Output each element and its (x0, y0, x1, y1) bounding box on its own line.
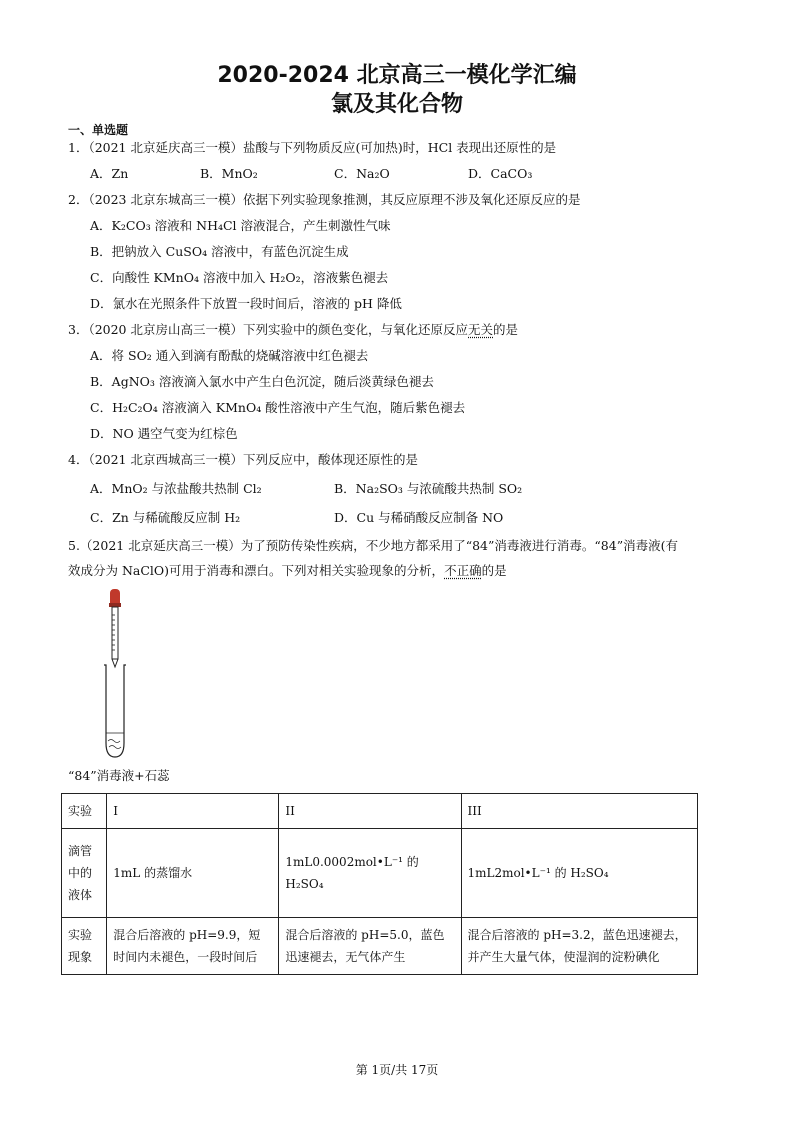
question-5-stem-line1: 5.（2021 北京延庆高三一模）为了预防传染性疾病，不少地方都采用了“84”消毒液进行消毒。“84”消毒液(有 (68, 538, 678, 553)
dropper-test-tube-figure (98, 585, 158, 765)
question-4-option-c: C．Zn 与稀硫酸反应制 H₂ (90, 510, 241, 525)
question-3-stem-end: 的是 (493, 322, 519, 337)
table-cell: 1mL0.0002mol•L⁻¹ 的 H₂SO₄ (279, 829, 461, 918)
table-row (62, 918, 698, 975)
question-4-option-d: D．Cu 与稀硝酸反应制备 NO (334, 510, 504, 525)
question-1-option-b: B．MnO₂ (200, 166, 258, 181)
document-title: 2020-2024 北京高三一模化学汇编 (217, 63, 577, 88)
question-3-stem (68, 322, 518, 338)
question-3-option-c: C．H₂C₂O₄ 溶液滴入 KMnO₄ 酸性溶液中产生气泡，随后紫色褪去 (90, 400, 466, 415)
question-1-option-c: C．Na₂O (334, 166, 390, 181)
section-heading: 一、单选题 (68, 123, 129, 137)
question-2-option-d: D．氯水在光照条件下放置一段时间后，溶液的 pH 降低 (90, 296, 402, 311)
table-header-row (62, 794, 698, 829)
table-cell: 混合后溶液的 pH=3.2，蓝色迅速褪去，并产生大量气体，使湿润的淀粉碘化 (461, 918, 698, 975)
test-tube (104, 665, 126, 757)
question-3-option-a: A．将 SO₂ 通入到滴有酚酞的烧碱溶液中红色褪去 (90, 348, 369, 363)
question-2-stem: 2．（2023 北京东城高三一模）依据下列实验现象推测，其反应原理不涉及氧化还原反应的是 (68, 192, 581, 207)
question-2-option-a: A．K₂CO₃ 溶液和 NH₄Cl 溶液混合，产生刺激性气味 (90, 218, 391, 233)
table-row (62, 829, 698, 918)
question-5-stem-end: 的是 (481, 563, 507, 578)
experiment-table (61, 793, 698, 975)
question-5-emphasis: 不正确 (444, 563, 482, 578)
question-5-stem-text: 效成分为 NaClO)可用于消毒和漂白。下列对相关实验现象的分析， (68, 563, 445, 578)
question-1-option-d: D．CaCO₃ (468, 166, 533, 181)
figure-caption: “84”消毒液+石蕊 (68, 768, 170, 783)
question-4-option-b: B．Na₂SO₃ 与浓硫酸共热制 SO₂ (334, 481, 523, 496)
question-2-option-c: C．向酸性 KMnO₄ 溶液中加入 H₂O₂，溶液紫色褪去 (90, 270, 389, 285)
table-cell: 混合后溶液的 pH=5.0，蓝色迅速褪去，无气体产生 (279, 918, 461, 975)
document-subtitle: 氯及其化合物 (330, 92, 463, 117)
table-header-cell: 实验 (62, 794, 107, 829)
question-2-option-b: B．把钠放入 CuSO₄ 溶液中，有蓝色沉淀生成 (90, 244, 349, 259)
question-3-option-d: D．NO 遇空气变为红棕色 (90, 426, 238, 441)
table-header-cell: I (107, 794, 279, 829)
table-cell: 1mL2mol•L⁻¹ 的 H₂SO₄ (461, 829, 698, 918)
question-1-option-a: A．Zn (90, 166, 129, 181)
lab-apparatus-icon (98, 585, 158, 765)
table-row-label: 滴管中的液体 (62, 829, 107, 918)
question-3-emphasis: 无关 (468, 322, 494, 337)
question-4-stem: 4．（2021 北京西城高三一模）下列反应中，酸体现还原性的是 (68, 452, 418, 467)
question-4-option-a: A．MnO₂ 与浓盐酸共热制 Cl₂ (90, 481, 262, 496)
question-5-stem-line2 (68, 563, 507, 579)
table-cell: 混合后溶液的 pH=9.9，短时间内未褪色，一段时间后 (107, 918, 279, 975)
table-header-cell: III (461, 794, 698, 829)
table-row-label: 实验现象 (62, 918, 107, 975)
question-3-option-b: B．AgNO₃ 溶液滴入氯水中产生白色沉淀，随后淡黄绿色褪去 (90, 374, 434, 389)
question-1-stem: 1．（2021 北京延庆高三一模）盐酸与下列物质反应(可加热)时，HCl 表现出还原性的是 (68, 140, 557, 155)
page-number-footer: 第 1页/共 17页 (355, 1063, 439, 1077)
table-cell: 1mL 的蒸馏水 (107, 829, 279, 918)
table-header-cell: II (279, 794, 461, 829)
question-3-stem-text: 3．（2020 北京房山高三一模）下列实验中的颜色变化，与氧化还原反应 (68, 322, 468, 337)
